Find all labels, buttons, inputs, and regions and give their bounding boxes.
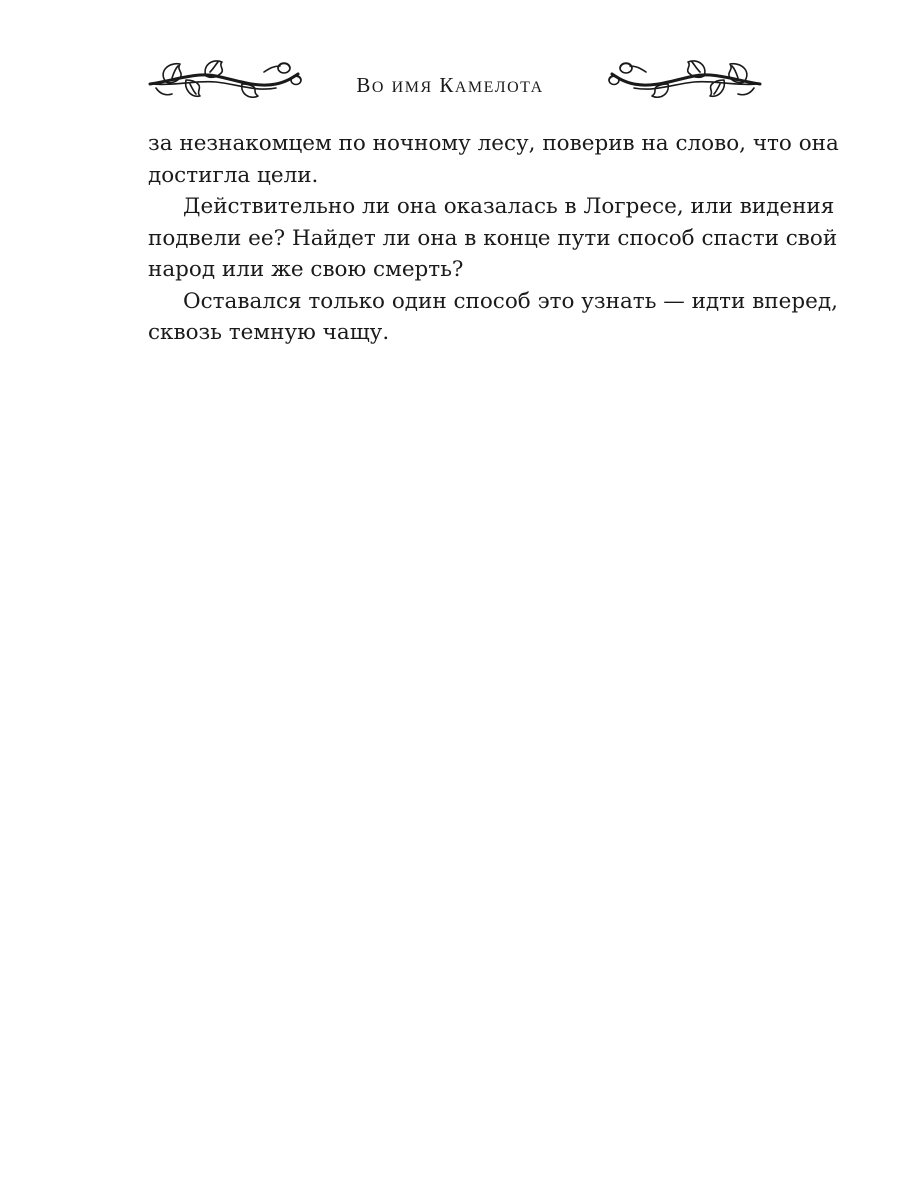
running-head [0, 73, 900, 98]
text-line: за незнакомцем по ночному лесу, поверив на слово, что она [148, 131, 839, 156]
text-line: сквозь темную чащу. [148, 320, 390, 345]
running-head-rest-1: О [371, 79, 385, 96]
body-text [148, 128, 839, 349]
paragraph-3 [148, 286, 838, 349]
text-line: народ или же свою смерть? [148, 257, 464, 282]
running-head-cap-3: К [439, 73, 455, 97]
paragraph-1 [148, 128, 839, 191]
running-head-word-2: ИМЯ [391, 79, 433, 96]
paragraph-2 [148, 191, 838, 286]
text-line: Действительно ли она оказалась в Логресе, или видения [183, 194, 835, 219]
page-header [0, 48, 900, 118]
running-head-cap-1: В [356, 73, 372, 97]
running-head-rest-3: АМЕЛОТА [454, 79, 544, 96]
text-line: подвели ее? Найдет ли она в конце пути способ спасти свой [148, 225, 838, 251]
text-line: Оставался только один способ это узнать — идти вперед, [183, 288, 838, 314]
oak-branch-acorn-icon [604, 54, 764, 102]
text-line: достигла цели. [148, 162, 319, 188]
